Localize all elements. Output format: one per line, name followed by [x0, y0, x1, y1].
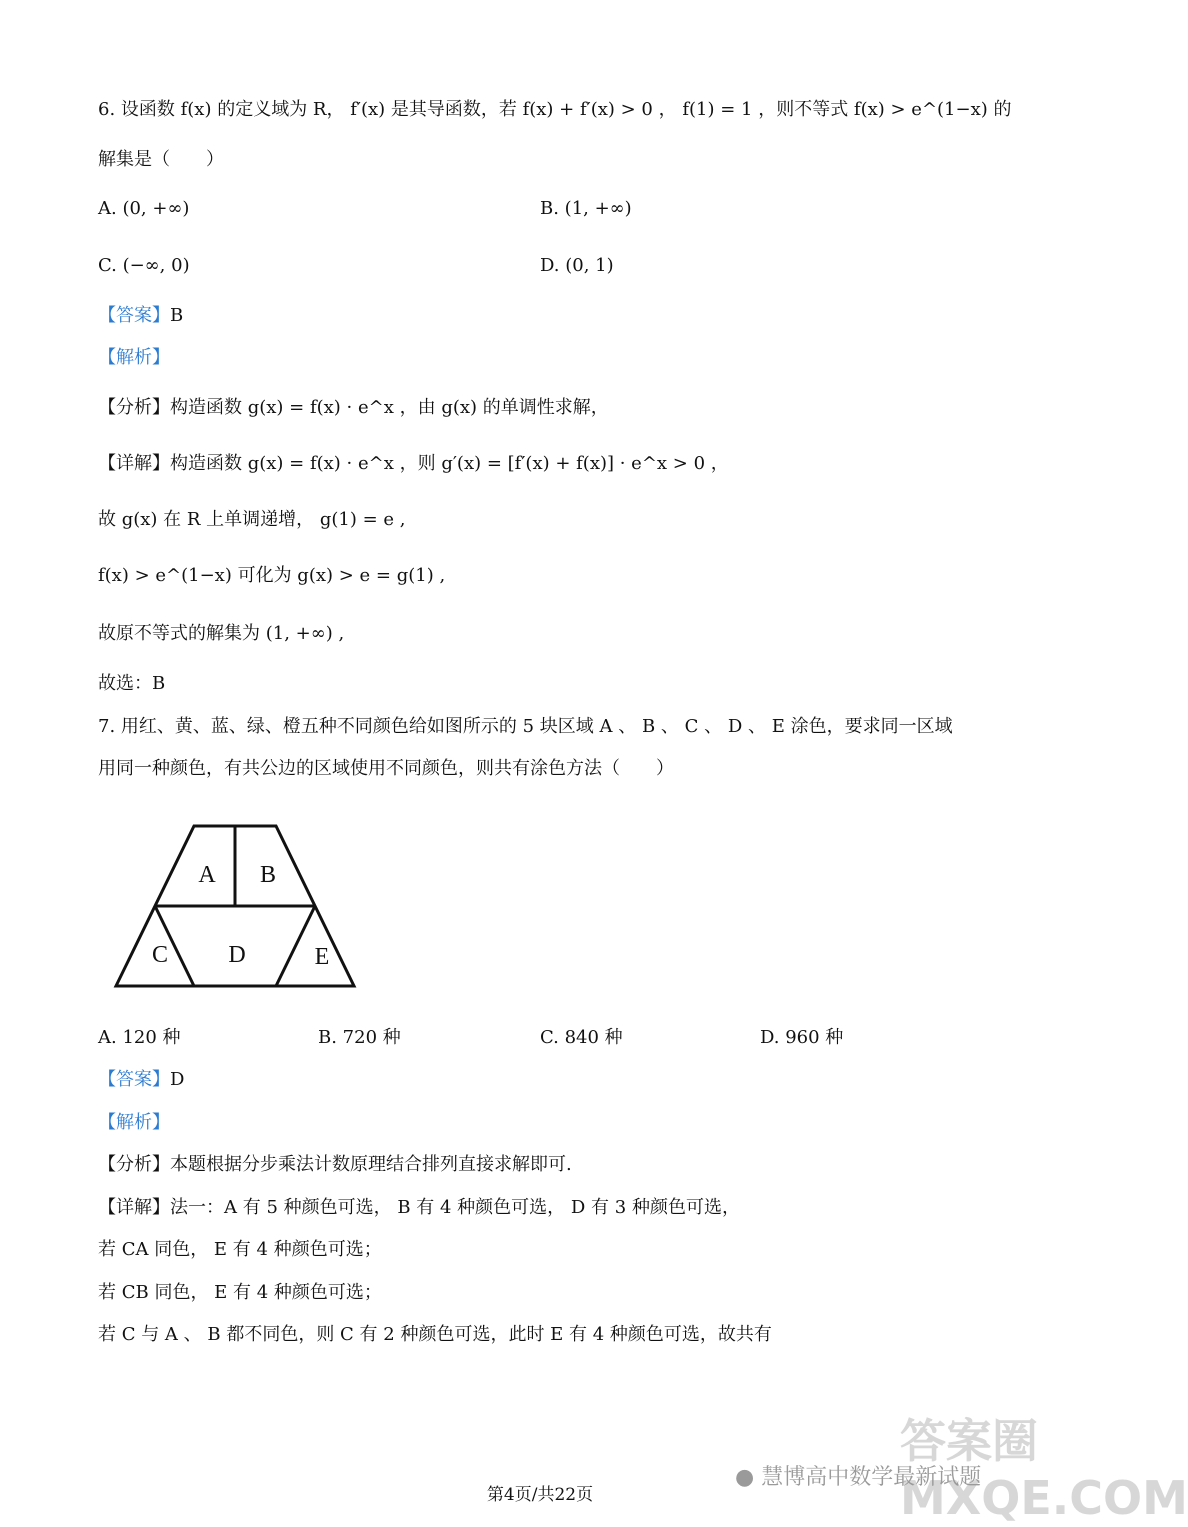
q6-option-c: C. (−∞, 0) — [98, 255, 190, 276]
region-diagram — [112, 822, 362, 992]
q6-option-d: D. (0, 1) — [540, 255, 614, 276]
q6-step-4: 故选：B — [98, 673, 166, 694]
answer-tag: 【答案】 — [98, 305, 170, 326]
wechat-icon: ● — [735, 1465, 755, 1490]
page-footer: 第4页/共22页 — [486, 1485, 594, 1505]
q6-step-1: 故 g(x) 在 R 上单调递增， g(1) = e , — [98, 509, 406, 530]
divider-de — [276, 906, 315, 986]
q6-stem-line-2: 解集是（ ） — [98, 149, 224, 170]
q7-option-c: C. 840 种 — [540, 1027, 623, 1048]
q7-case-2: 若 CB 同色， E 有 4 种颜色可选； — [98, 1282, 382, 1303]
region-b-label: B — [259, 862, 277, 888]
watermark-label: 慧博高中数学最新试题 — [761, 1465, 982, 1490]
region-e-label: E — [314, 944, 330, 970]
answer-value: D — [170, 1069, 185, 1090]
region-c-label: C — [151, 942, 169, 968]
q6-step-2: f(x) > e^(1−x) 可化为 g(x) > e = g(1) , — [98, 565, 446, 586]
q7-xiangjie: 【详解】法一：A 有 5 种颜色可选， B 有 4 种颜色可选， D 有 3 种颜色可选， — [98, 1197, 740, 1218]
watermark-logo: 答案圈 MXQE.COM — [900, 1414, 1188, 1525]
q7-option-d: D. 960 种 — [760, 1027, 844, 1048]
q7-option-b: B. 720 种 — [318, 1027, 401, 1048]
q6-option-a: A. (0, +∞) — [98, 198, 190, 219]
q6-fenxi: 【分析】构造函数 g(x) = f(x) · e^x ，由 g(x) 的单调性求解， — [98, 397, 609, 418]
q7-analysis-heading: 【解析】 — [98, 1112, 170, 1133]
q7-fenxi: 【分析】本题根据分步乘法计数原理结合排列直接求解即可. — [98, 1154, 572, 1175]
q7-option-a: A. 120 种 — [98, 1027, 181, 1048]
q6-option-b: B. (1, +∞) — [540, 198, 632, 219]
q6-answer — [98, 302, 183, 330]
region-d-label: D — [228, 942, 246, 968]
q7-case-1: 若 CA 同色， E 有 4 种颜色可选； — [98, 1239, 382, 1260]
q7-stem-line-1: 7. 用红、黄、蓝、绿、橙五种不同颜色给如图所示的 5 块区域 A 、 B 、 C 、 D 、 E 涂色，要求同一区域 — [98, 716, 953, 737]
q6-stem-line-1: 6. 设函数 f(x) 的定义域为 R， f′(x) 是其导函数，若 f(x) + f′(x) > 0 ， f(1) = 1 ，则不等式 f(x) > e^(1−x) 的 — [98, 99, 1012, 120]
q6-xiangjie: 【详解】构造函数 g(x) = f(x) · e^x ，则 g′(x) = [f′(x) + f(x)] · e^x > 0 ， — [98, 453, 729, 474]
answer-tag: 【答案】 — [98, 1069, 170, 1090]
q6-analysis-heading: 【解析】 — [98, 347, 170, 368]
region-a-label: A — [198, 862, 216, 888]
answer-value: B — [170, 305, 184, 326]
q7-stem-line-2: 用同一种颜色，有共公边的区域使用不同颜色，则共有涂色方法（ ） — [98, 758, 674, 779]
q7-answer — [98, 1066, 184, 1094]
q7-case-3: 若 C 与 A 、 B 都不同色，则 C 有 2 种颜色可选，此时 E 有 4 种颜色可选，故共有 — [98, 1324, 772, 1345]
q6-step-3: 故原不等式的解集为 (1, +∞) , — [98, 623, 345, 644]
